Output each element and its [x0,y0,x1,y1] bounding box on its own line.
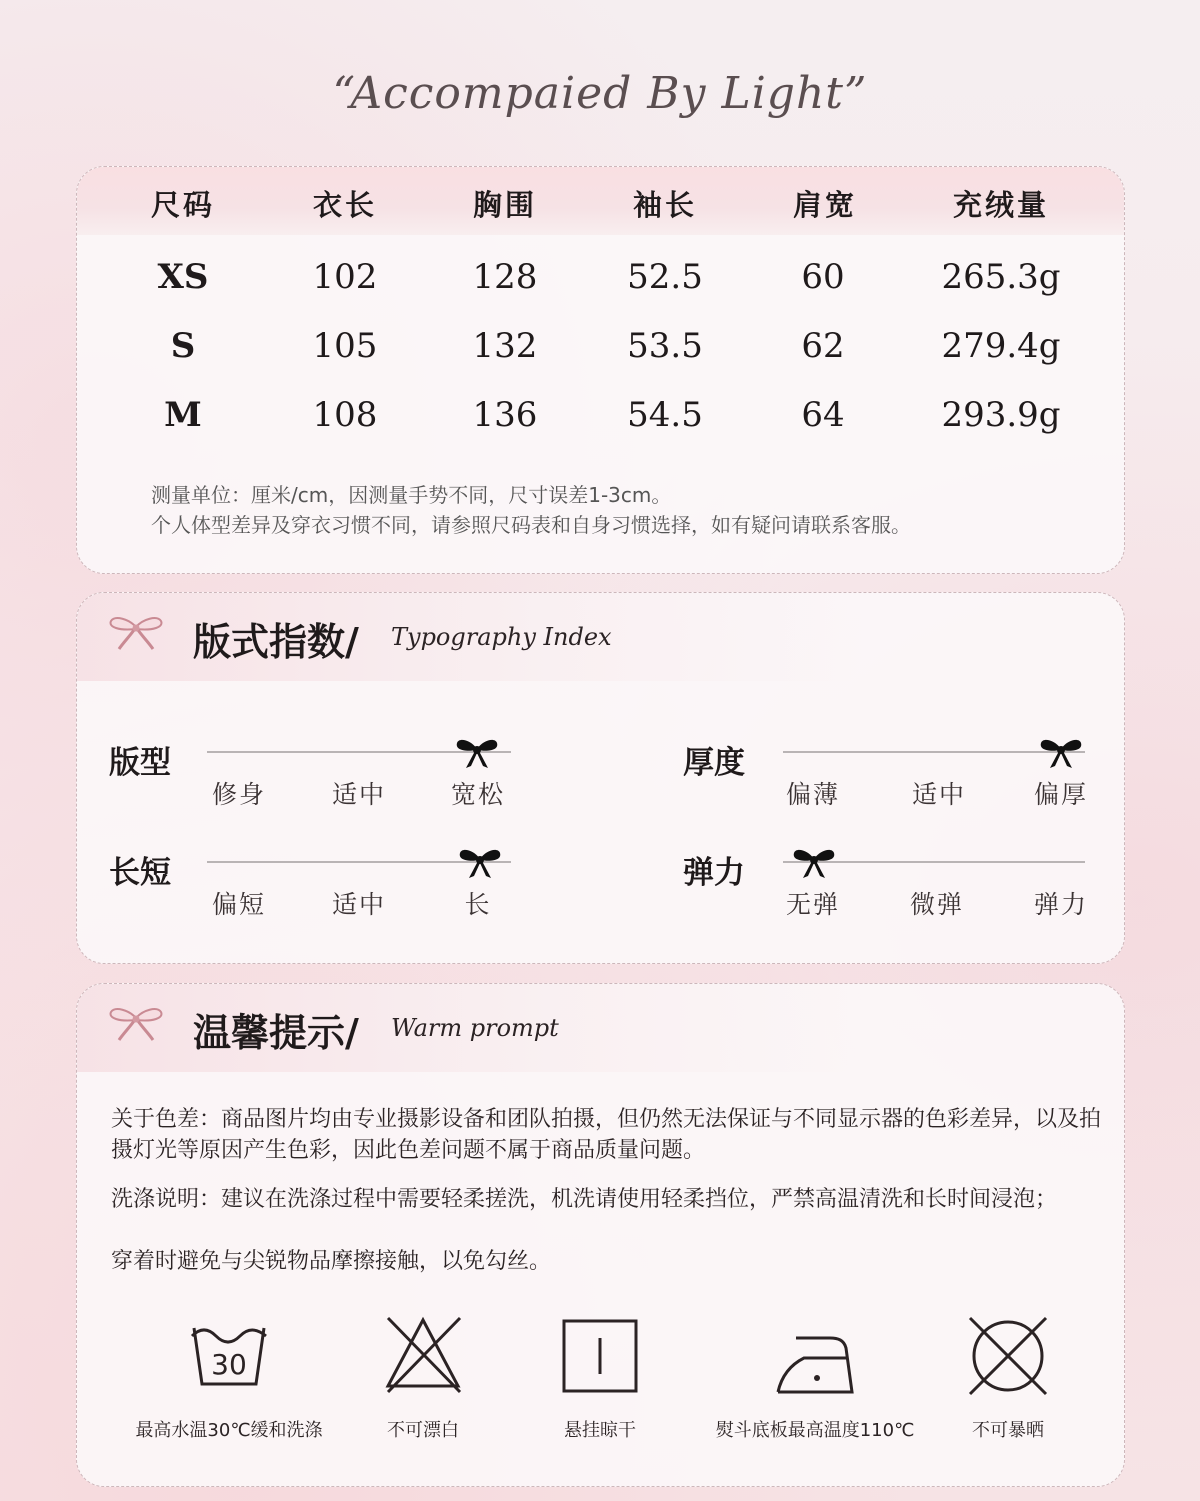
header-shoulder: 肩宽 [792,188,858,222]
option-label: 无弹 [785,890,841,919]
header-down-fill: 充绒量 [952,188,1050,222]
cell-sleeve: 52.5 [627,257,703,297]
size-table-card [76,166,1125,574]
metric-label: 长短 [109,855,171,891]
section-subtitle: Warm prompt [391,1014,559,1042]
option-label: 偏短 [211,890,267,919]
cell-chest: 128 [472,257,538,297]
washing-instructions: 洗涤说明：建议在洗涤过程中需要轻柔搓洗，机洗请使用轻柔挡位，严禁高温清洗和长时间浸泡； [111,1187,1058,1212]
header-sleeve: 袖长 [632,188,698,222]
measurement-note: 测量单位：厘米/cm，因测量手势不同，尺寸误差1-3cm。 [151,483,672,507]
care-label: 不可暴晒 [972,1420,1044,1441]
cell-shoulder: 60 [801,257,845,297]
cell-down-fill: 265.3g [941,257,1061,297]
wearing-advice: 穿着时避免与尖锐物品摩擦接触，以免勾丝。 [111,1249,552,1274]
option-label: 偏厚 [1033,780,1089,809]
section-title: 版式指数/ [193,620,359,664]
option-label: 适中 [331,780,387,809]
warm-prompt-card [76,983,1125,1487]
cell-shoulder: 62 [801,326,845,366]
cell-shoulder: 64 [801,395,845,435]
cell-sleeve: 53.5 [627,326,703,366]
hang-dry-icon [561,1318,639,1394]
care-label: 熨斗底板最高温度110℃ [715,1420,915,1441]
option-label: 长 [464,890,492,919]
option-label: 适中 [911,780,967,809]
section-header [77,984,1124,1072]
section-title: 温馨提示/ [193,1011,359,1055]
header-length: 衣长 [312,188,378,222]
ribbon-bow-icon [107,1004,165,1044]
cell-length: 105 [312,326,378,366]
section-subtitle: Typography Index [391,623,612,651]
iron-low-icon [774,1332,856,1398]
option-label: 弹力 [1033,890,1089,919]
care-label: 最高水温30℃缓和洗涤 [135,1420,323,1441]
page-title: “Accompaied By Light” [332,68,868,119]
bow-marker-icon [458,847,502,881]
no-bleach-icon [382,1314,464,1394]
wash-temperature-text: 30 [211,1348,247,1381]
no-sun-dry-icon [966,1314,1050,1398]
color-difference-note: 关于色差：商品图片均由专业摄影设备和团队拍摄，但仍然无法保证与不同显示器的色彩差异，以及拍摄灯光等原因产生色彩，因此色差问题不属于商品质量问题。 [111,1107,1102,1163]
header-size: 尺码 [150,188,216,222]
option-label: 修身 [211,780,267,809]
option-label: 偏薄 [785,780,841,809]
care-label: 悬挂晾干 [564,1420,636,1441]
care-label: 不可漂白 [387,1420,459,1441]
cell-down-fill: 293.9g [941,395,1061,435]
metric-label: 版型 [109,745,171,781]
option-label: 微弹 [909,890,965,919]
metric-label: 弹力 [683,855,745,891]
bow-marker-icon [792,847,836,881]
option-label: 宽松 [450,780,506,809]
fit-advice-note: 个人体型差异及穿衣习惯不同，请参照尺码表和自身习惯选择，如有疑问请联系客服。 [151,513,911,537]
cell-sleeve: 54.5 [627,395,703,435]
cell-length: 102 [312,257,378,297]
header-chest: 胸围 [472,188,538,222]
section-header [77,593,1124,681]
cell-size: S [170,326,196,366]
size-table-header [77,167,1124,235]
metric-label: 厚度 [683,745,745,781]
option-label: 适中 [331,890,387,919]
cell-length: 108 [312,395,378,435]
cell-chest: 132 [472,326,538,366]
bow-marker-icon [1039,737,1083,771]
wash-30-icon [188,1318,270,1388]
fit-index-card [76,592,1125,964]
cell-size: XS [157,257,209,297]
cell-size: M [164,395,202,435]
bow-marker-icon [455,737,499,771]
cell-chest: 136 [472,395,538,435]
ribbon-bow-icon [107,613,165,653]
cell-down-fill: 279.4g [941,326,1061,366]
